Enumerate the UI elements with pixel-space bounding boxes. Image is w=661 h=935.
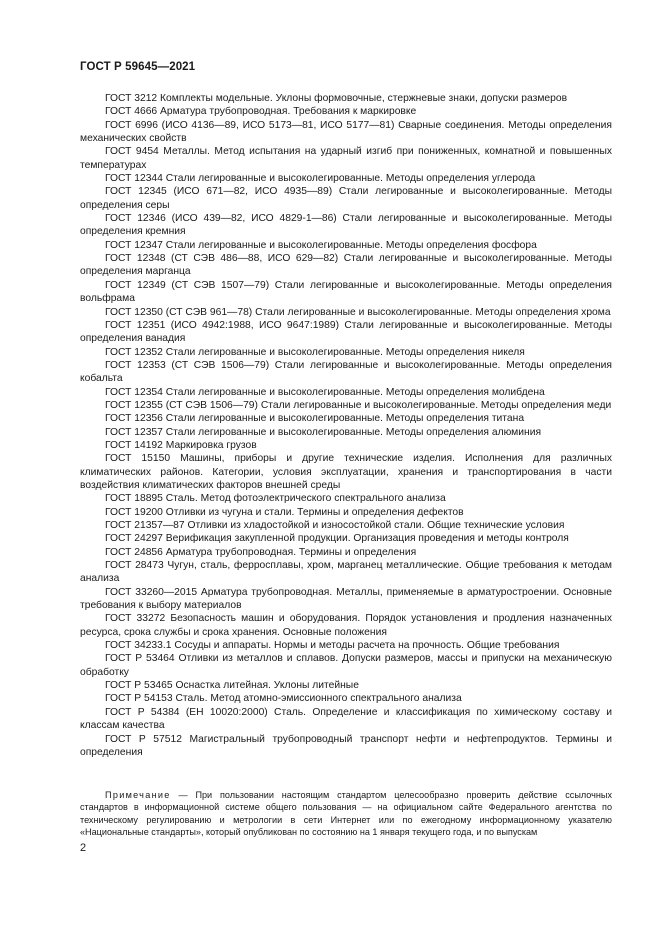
reference-item: ГОСТ 12351 (ИСО 4942:1988, ИСО 9647:1989) Стали легированные и высоколегированные. Методы определения ванадия xyxy=(80,319,612,345)
reference-item: ГОСТ 12350 (СТ СЭВ 961—78) Стали легированные и высоколегированные. Методы определения хрома xyxy=(105,306,611,318)
reference-item: ГОСТ Р 53464 Отливки из металлов и сплавов. Допуски размеров, массы и припуски на механическую обработку xyxy=(80,653,612,678)
note-text: — При пользовании настоящим стандартом целесообразно проверить действие ссылочных стандартов в информационной системе общего пользования — на официальном сайте Федерального агентства по техническому регулированию и метрологии в сети Интернет или по ежегодному информационному указателю «Национальные стандарты», который опубликован по состоянию на 1 января текущего года, и по выпускам xyxy=(80,790,612,838)
reference-item: ГОСТ 12355 (СТ СЭВ 1506—79) Стали легированные и высоколегированные. Методы определения меди xyxy=(105,399,612,411)
reference-item: ГОСТ 33272 Безопасность машин и оборудования. Порядок установления и продления назначенных ресурса, срока службы и срока хранения. Основные положения xyxy=(80,613,612,638)
reference-item: ГОСТ 12357 Стали легированные и высоколегированные. Методы определения алюминия xyxy=(105,426,542,438)
reference-item: ГОСТ Р 54384 (ЕН 10020:2000) Сталь. Определение и классификация по химическому составу и классам качества xyxy=(80,706,612,732)
reference-item: ГОСТ 12347 Стали легированные и высоколегированные. Методы определения фосфора xyxy=(105,239,537,251)
reference-item: ГОСТ 12344 Стали легированные и высоколегированные. Методы определения углерода xyxy=(105,173,536,185)
reference-item: ГОСТ 34233.1 Сосуды и аппараты. Нормы и методы расчета на прочность. Общие требования xyxy=(105,640,560,652)
reference-item: ГОСТ 24856 Арматура трубопроводная. Термины и определения xyxy=(105,546,417,558)
reference-item: ГОСТ 12346 (ИСО 439—82, ИСО 4829-1—86) Стали легированные и высоколегированные. Методы определения кремния xyxy=(80,213,612,238)
reference-item: ГОСТ 4666 Арматура трубопроводная. Требования к маркировке xyxy=(105,106,417,118)
reference-item: ГОСТ Р 53465 Оснастка литейная. Уклоны литейные xyxy=(105,680,359,692)
reference-item: ГОСТ 18895 Сталь. Метод фотоэлектрического спектрального анализа xyxy=(105,493,446,505)
reference-item: ГОСТ 12353 (СТ СЭВ 1506—79) Стали легированные и высоколегированные. Методы определения кобальта xyxy=(80,359,612,385)
normative-references-list xyxy=(80,92,612,759)
document-header: ГОСТ Р 59645—2021 xyxy=(80,61,196,73)
reference-item: ГОСТ 12352 Стали легированные и высоколегированные. Методы определения никеля xyxy=(105,346,525,358)
reference-item: ГОСТ 12348 (СТ СЭВ 486—88, ИСО 629—82) Стали легированные и высоколегированные. Методы определения марганца xyxy=(80,253,612,278)
reference-item: ГОСТ 15150 Машины, приборы и другие технические изделия. Исполнения для различных климатических районов. Категории, условия эксплуатации, хранения и транспортирования в части воздействия климатических факторов внешней среды xyxy=(80,453,612,491)
reference-item: ГОСТ 6996 (ИСО 4136—89, ИСО 5173—81, ИСО 5177—81) Сварные соединения. Методы определения механических свойств xyxy=(80,119,612,145)
reference-item: ГОСТ 12349 (СТ СЭВ 1507—79) Стали легированные и высоколегированные. Методы определения вольфрама xyxy=(80,279,612,305)
reference-item: ГОСТ 33260—2015 Арматура трубопроводная. Металлы, применяемые в арматуростроении. Основные требования к выбору материалов xyxy=(80,586,612,612)
reference-item: ГОСТ 12345 (ИСО 671—82, ИСО 4935—89) Стали легированные и высоколегированные. Методы определения серы xyxy=(80,186,612,211)
reference-item: ГОСТ 3212 Комплекты модельные. Уклоны формовочные, стержневые знаки, допуски размеров xyxy=(105,93,568,104)
reference-item: ГОСТ Р 57512 Магистральный трубопроводный транспорт нефти и нефтепродуктов. Термины и определения xyxy=(80,733,612,758)
reference-item: ГОСТ 12354 Стали легированные и высоколегированные. Методы определения молибдена xyxy=(105,386,545,398)
reference-item: ГОСТ 28473 Чугун, сталь, ферросплавы, хром, марганец металлические. Общие требования к методам анализа xyxy=(80,560,612,585)
reference-item: ГОСТ 19200 Отливки из чугуна и стали. Термины и определения дефектов xyxy=(105,506,464,518)
reference-item: ГОСТ Р 54153 Сталь. Метод атомно-эмиссионного спектрального анализа xyxy=(105,693,462,705)
page-number: 2 xyxy=(80,842,87,854)
note-label: Примечание xyxy=(105,790,171,800)
reference-item: ГОСТ 9454 Металлы. Метод испытания на ударный изгиб при пониженных, комнатной и повышенных температурах xyxy=(80,146,612,171)
reference-item: ГОСТ 24297 Верификация закупленной продукции. Организация проведения и методы контроля xyxy=(105,533,569,545)
note-paragraph xyxy=(80,789,612,839)
reference-item: ГОСТ 12356 Стали легированные и высоколегированные. Методы определения титана xyxy=(105,413,525,425)
reference-item: ГОСТ 21357—87 Отливки из хладостойкой и износостойкой стали. Общие технические условия xyxy=(105,520,565,531)
reference-item: ГОСТ 14192 Маркировка грузов xyxy=(105,439,257,451)
